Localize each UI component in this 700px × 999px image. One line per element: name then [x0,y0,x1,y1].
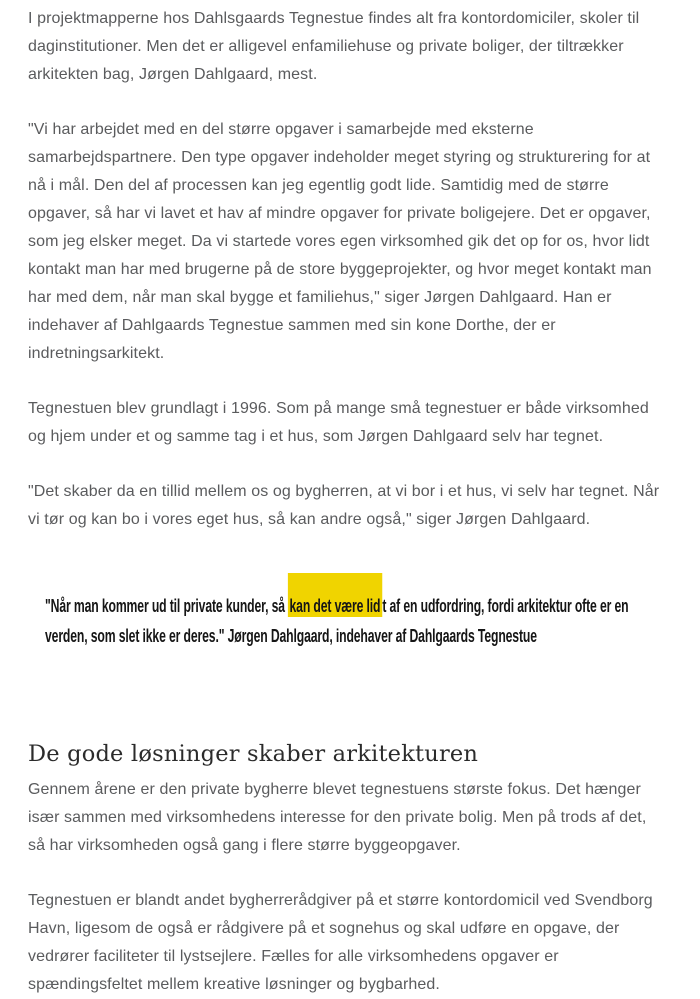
pull-quote-text-segment: "Når man kommer ud til private kunder, så [45,595,289,616]
pull-quote [45,591,679,651]
paragraph-trust-quote: "Det skaber da en tillid mellem os og bygherren, at vi bor i et hus, vi selv har tegnet. Når vi tør og kan bo i vores eget hus, så kan andre også," siger Jørgen Dahlgaard. [28,483,660,528]
pull-quote-text-segment: t af en udfordring, fordi arkitektur ofte er en [382,595,629,616]
section-heading: De gode løsninger skaber arkitekturen [28,741,479,767]
highlighted-text: kan det være lid [288,573,382,617]
paragraph-private-client-focus: Gennem årene er den private bygherre blevet tegnestuens største fokus. Det hænger især sammen med virksomhedens interesse for den private bolig. Men på trods af det, så har virksomheden også gang i flere større byggeopgaver. [28,781,647,854]
paragraph-intro: I projektmapperne hos Dahlsgaards Tegnestue findes alt fra kontordomiciler, skoler til daginstitutioner. Men det er alligevel enfamiliehuse og private boliger, der tiltrækker arkitekten bag, Jørgen Dahlgaard, mest. [28,10,640,83]
paragraph-quote-larger-projects: "Vi har arbejdet med en del større opgaver i samarbejde med eksterne samarbejdspartnere. Den type opgaver indeholder meget styring og strukturering for at nå i mål. Den del af processen kan jeg egentlig godt lide. Samtidig med de større opgaver, så har vi lavet et hav af mindre opgaver for private boligejere. Det er opgaver, som jeg elsker meget. Da vi startede vores egen virksomhed gik det op for os, hvor lidt kontakt man har med brugerne på de store byggeprojekter, og hvor meget kontakt man har med dem, når man skal bygge et familiehus," siger Jørgen Dahlgaard. Han er indehaver af Dahlgaards Tegnestue sammen med sin kone Dorthe, der er indretningsarkitekt. [28,121,652,362]
paragraph-current-projects: Tegnestuen er blandt andet bygherrerådgiver på et større kontordomicil ved Svendborg Havn, ligesom de også er rådgivere på et sognehus og skal udføre en opgave, der vedrører faciliteter til lystsejlere. Fælles for alle virksomhedens opgaver er spændingsfeltet mellem kreative løsninger og bygbarhed. [28,892,653,993]
pull-quote-attribution: verden, som slet ikke er deres." Jørgen Dahlgaard, indehaver af Dahlgaards Tegnestue [45,625,537,646]
paragraph-founded-1996: Tegnestuen blev grundlagt i 1996. Som på mange små tegnestuer er både virksomhed og hjem under et og samme tag i et hus, som Jørgen Dahlgaard selv har tegnet. [28,400,649,445]
